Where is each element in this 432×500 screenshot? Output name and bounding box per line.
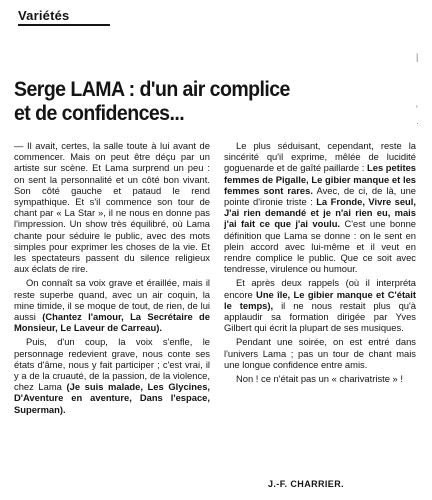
paragraph-text: C'est une bonne définition que Lama se donne : on le sent en plein accord avec lui-même et il veut en rendre complice le public. Que ce soit avec tendresse, virulence ou humour. [224,218,416,275]
song-list: (Chantez l'amour, La Secrétaire de Monsieur, Le Laveur de Carreau). [14,311,210,334]
song-list: (Je suis malade, Les Glycines, D'Aventure en aventure, Dans l'espace, Superman). [14,381,211,415]
song-list: Les petites femmes de Pigalle, Le gibier manque et les femmes sont rares. [224,162,417,196]
paragraph-text: Et après deux rappels (où il interpréta encore [224,277,416,300]
paragraph-text: On connaît sa voix grave et éraillée, mais il reste superbe quand, avec un air coquin, la mine timide, il se moque de tout, de rien, de lui aussi [14,277,210,323]
paragraph [14,336,210,414]
paragraph [224,277,416,333]
paragraph [14,277,210,333]
paragraph-text: il ne nous restait plus qu'à applaudir sa formation dirigée par Yves Gilbert qui écrit la plupart de ses musiques. [224,299,416,334]
song-list: Une île, Le gibier manque et C'était le temps), [224,288,417,311]
section-heading: Variétés [18,8,110,26]
paragraph [224,140,416,274]
author-signature: J.-F. CHARRIER. [268,479,345,489]
paragraph-text: Le plus séduisant, cependant, reste la sincérité qu'il exprime, mêlée de lucidité goguenarde et de gaîté paillarde : [224,140,416,174]
margin-mark: · [416,118,419,128]
left-column [14,140,210,418]
paragraph-text: Puis, d'un coup, la voix s'enfle, le personnage redevient grave, nous conte ses états d'âme, nous y fait participer ; c'est vrai, il y a de la cruauté, de la passion, de la violence, chez Lama [14,336,210,393]
paragraph: Non ! ce n'était pas un « charivatriste » ! [236,373,403,385]
song-list: La Fronde, Vivre seul, J'ai rien demandé et je n'ai rien eu, mais j'ai fait ce que j'ai voulu. [224,196,416,230]
paragraph: — Il avait, certes, la salle toute à lui avant de commencer. Mais on peut être déçu par un artiste sur scène. Et Lama surprend un peu : on sent la personnalité et un côté bon vivant. Son côté gauche et pataud le rend sympathique. Et s'il commence son tour de chant par « La Star », il ne nous en donne pas l'impression. Un show très équilibré, où Lama chante pour séduire le public, avec des mots simples pour exprimer les choses de la vie. Et les spectateurs passent du silence religieux aux éclats de rire. [14,140,210,275]
right-column [224,140,416,387]
paragraph-text: Avec, de ci, de là, une pointe d'ironie triste : [224,184,417,208]
title-line-1: Serge LAMA : d'un air complice [14,78,290,101]
margin-mark: | [416,52,419,62]
title-line-2: et de confidences... [14,102,185,125]
paragraph: Pendant une soirée, on est entré dans l'univers Lama ; pas un tour de chant mais une longue confidence entre amis. [224,336,416,370]
margin-mark: ' [416,104,418,114]
article-title [14,78,386,126]
